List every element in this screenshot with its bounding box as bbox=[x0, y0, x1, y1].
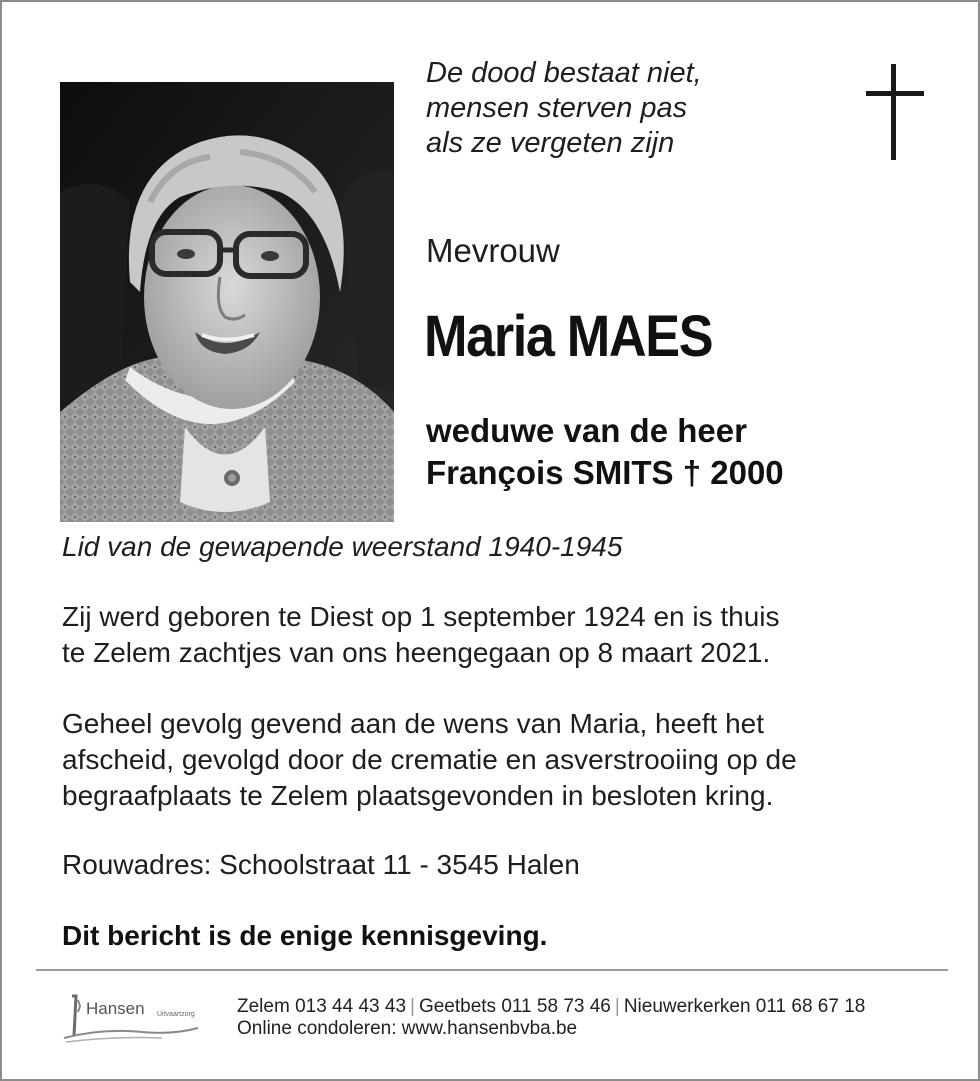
deceased-name: Maria MAES bbox=[424, 304, 713, 369]
birth-death-paragraph bbox=[62, 599, 780, 671]
separator: | bbox=[410, 996, 415, 1017]
footer-divider bbox=[36, 969, 948, 971]
office-zelem: Zelem 013 44 43 43 bbox=[237, 996, 407, 1017]
logo-name: Hansen bbox=[86, 999, 145, 1018]
paragraph-line: Zij werd geboren te Diest op 1 september 1924 en is thuis bbox=[62, 601, 780, 632]
paragraph-line: begraafplaats te Zelem plaatsgevonden in besloten kring. bbox=[62, 780, 774, 811]
quote-line: De dood bestaat niet, bbox=[426, 57, 702, 89]
portrait-photo bbox=[60, 82, 394, 522]
online-condolence-link[interactable]: Online condoleren: www.hansenbvba.be bbox=[237, 1018, 578, 1039]
paragraph-line: te Zelem zachtjes van ons heengegaan op 8 maart 2021. bbox=[62, 637, 771, 668]
paragraph-line: Geheel gevolg gevend aan de wens van Maria, heeft het bbox=[62, 708, 765, 739]
quote-line: mensen sterven pas bbox=[426, 92, 688, 124]
quote-line: als ze vergeten zijn bbox=[426, 127, 675, 159]
widow-line: weduwe van de heer bbox=[426, 412, 747, 449]
salutation: Mevrouw bbox=[426, 232, 560, 269]
funeral-home-contacts bbox=[237, 996, 865, 1040]
resistance-membership: Lid van de gewapende weerstand 1940-1945 bbox=[62, 531, 623, 562]
widow-of bbox=[426, 410, 784, 494]
sole-notice: Dit bericht is de enige kennisgeving. bbox=[62, 920, 548, 951]
cross-icon bbox=[866, 64, 924, 160]
logo-subtitle: Uitvaartzorg bbox=[157, 1011, 195, 1018]
hansen-logo-icon bbox=[62, 992, 202, 1044]
portrait-illustration bbox=[60, 82, 394, 522]
mourning-address bbox=[62, 847, 580, 883]
paragraph-line: afscheid, gevolgd door de crematie en asverstrooiing op de bbox=[62, 744, 797, 775]
farewell-paragraph bbox=[62, 706, 797, 814]
office-phone-line bbox=[237, 996, 865, 1018]
spouse-line: François SMITS † 2000 bbox=[426, 454, 784, 491]
office-nieuwerkerken: Nieuwerkerken 011 68 67 18 bbox=[623, 996, 866, 1017]
office-geetbets: Geetbets 011 58 73 46 bbox=[418, 996, 611, 1017]
memorial-quote bbox=[426, 56, 826, 161]
separator: | bbox=[614, 996, 620, 1017]
address-text: Rouwadres: Schoolstraat 11 - 3545 Halen bbox=[62, 849, 580, 880]
